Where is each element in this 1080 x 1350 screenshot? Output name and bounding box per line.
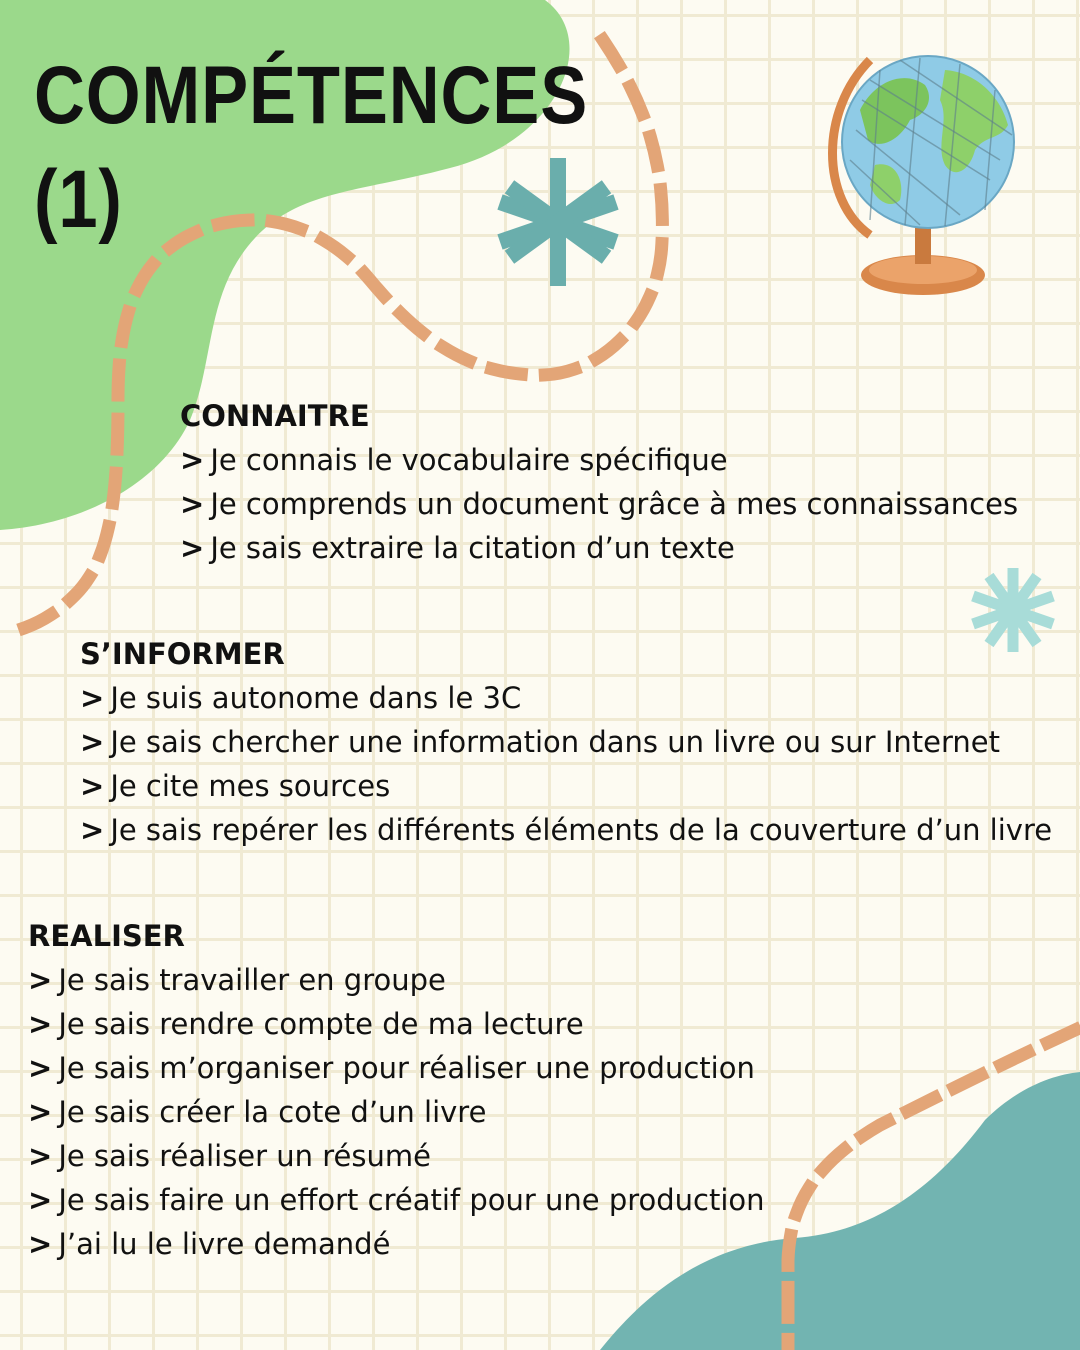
section-connaitre xyxy=(180,394,1018,570)
list-item-text: Je sais chercher une information dans un livre ou sur Internet xyxy=(110,725,1000,759)
globe-icon xyxy=(833,56,1015,295)
list-item-text: Je sais faire un effort créatif pour une production xyxy=(58,1183,765,1217)
list-item xyxy=(28,1090,765,1134)
section-informer xyxy=(80,632,1052,852)
bullet-marker: > xyxy=(28,1227,53,1261)
list-item xyxy=(80,764,1052,808)
list-item xyxy=(180,482,1018,526)
bullet-marker: > xyxy=(80,725,105,759)
list-item xyxy=(80,808,1052,852)
bullet-marker: > xyxy=(80,681,105,715)
list-item xyxy=(180,438,1018,482)
section-heading: CONNAITRE xyxy=(180,399,370,433)
list-item-text: Je sais extraire la citation d’un texte xyxy=(210,531,735,565)
list-item-text: Je sais créer la cote d’un livre xyxy=(58,1095,487,1129)
list-item-text: Je connais le vocabulaire spécifique xyxy=(210,443,728,477)
list-item xyxy=(28,1046,765,1090)
list-item xyxy=(28,1134,765,1178)
list-item-text: Je comprends un document grâce à mes connaissances xyxy=(210,487,1019,521)
list-item-text: Je sais réaliser un résumé xyxy=(58,1139,431,1173)
list-item-text: Je sais travailler en groupe xyxy=(58,963,446,997)
list-item xyxy=(28,1178,765,1222)
bullet-marker: > xyxy=(180,443,205,477)
list-item xyxy=(80,720,1052,764)
page-title-line1: COMPÉTENCES xyxy=(34,50,589,141)
list-item-text: Je cite mes sources xyxy=(110,769,391,803)
page-title xyxy=(34,44,588,252)
list-item-text: J’ai lu le livre demandé xyxy=(58,1227,391,1261)
list-item-text: Je sais m’organiser pour réaliser une production xyxy=(58,1051,755,1085)
list-item xyxy=(28,1222,765,1266)
list-item-text: Je sais repérer les différents éléments de la couverture d’un livre xyxy=(110,813,1053,847)
section-heading: S’INFORMER xyxy=(80,637,285,671)
list-item xyxy=(28,1002,765,1046)
list-item xyxy=(28,958,765,1002)
section-heading: REALISER xyxy=(28,919,185,953)
bullet-marker: > xyxy=(28,1183,53,1217)
bullet-marker: > xyxy=(80,769,105,803)
bullet-marker: > xyxy=(80,813,105,847)
page-title-line2: (1) xyxy=(34,154,123,245)
bullet-marker: > xyxy=(28,1051,53,1085)
list-item-text: Je sais rendre compte de ma lecture xyxy=(58,1007,584,1041)
list-item xyxy=(180,526,1018,570)
bullet-marker: > xyxy=(28,963,53,997)
bullet-marker: > xyxy=(180,487,205,521)
bullet-marker: > xyxy=(28,1007,53,1041)
bullet-marker: > xyxy=(28,1139,53,1173)
bullet-marker: > xyxy=(28,1095,53,1129)
section-realiser xyxy=(28,914,765,1266)
list-item-text: Je suis autonome dans le 3C xyxy=(110,681,522,715)
list-item xyxy=(80,676,1052,720)
bullet-marker: > xyxy=(180,531,205,565)
